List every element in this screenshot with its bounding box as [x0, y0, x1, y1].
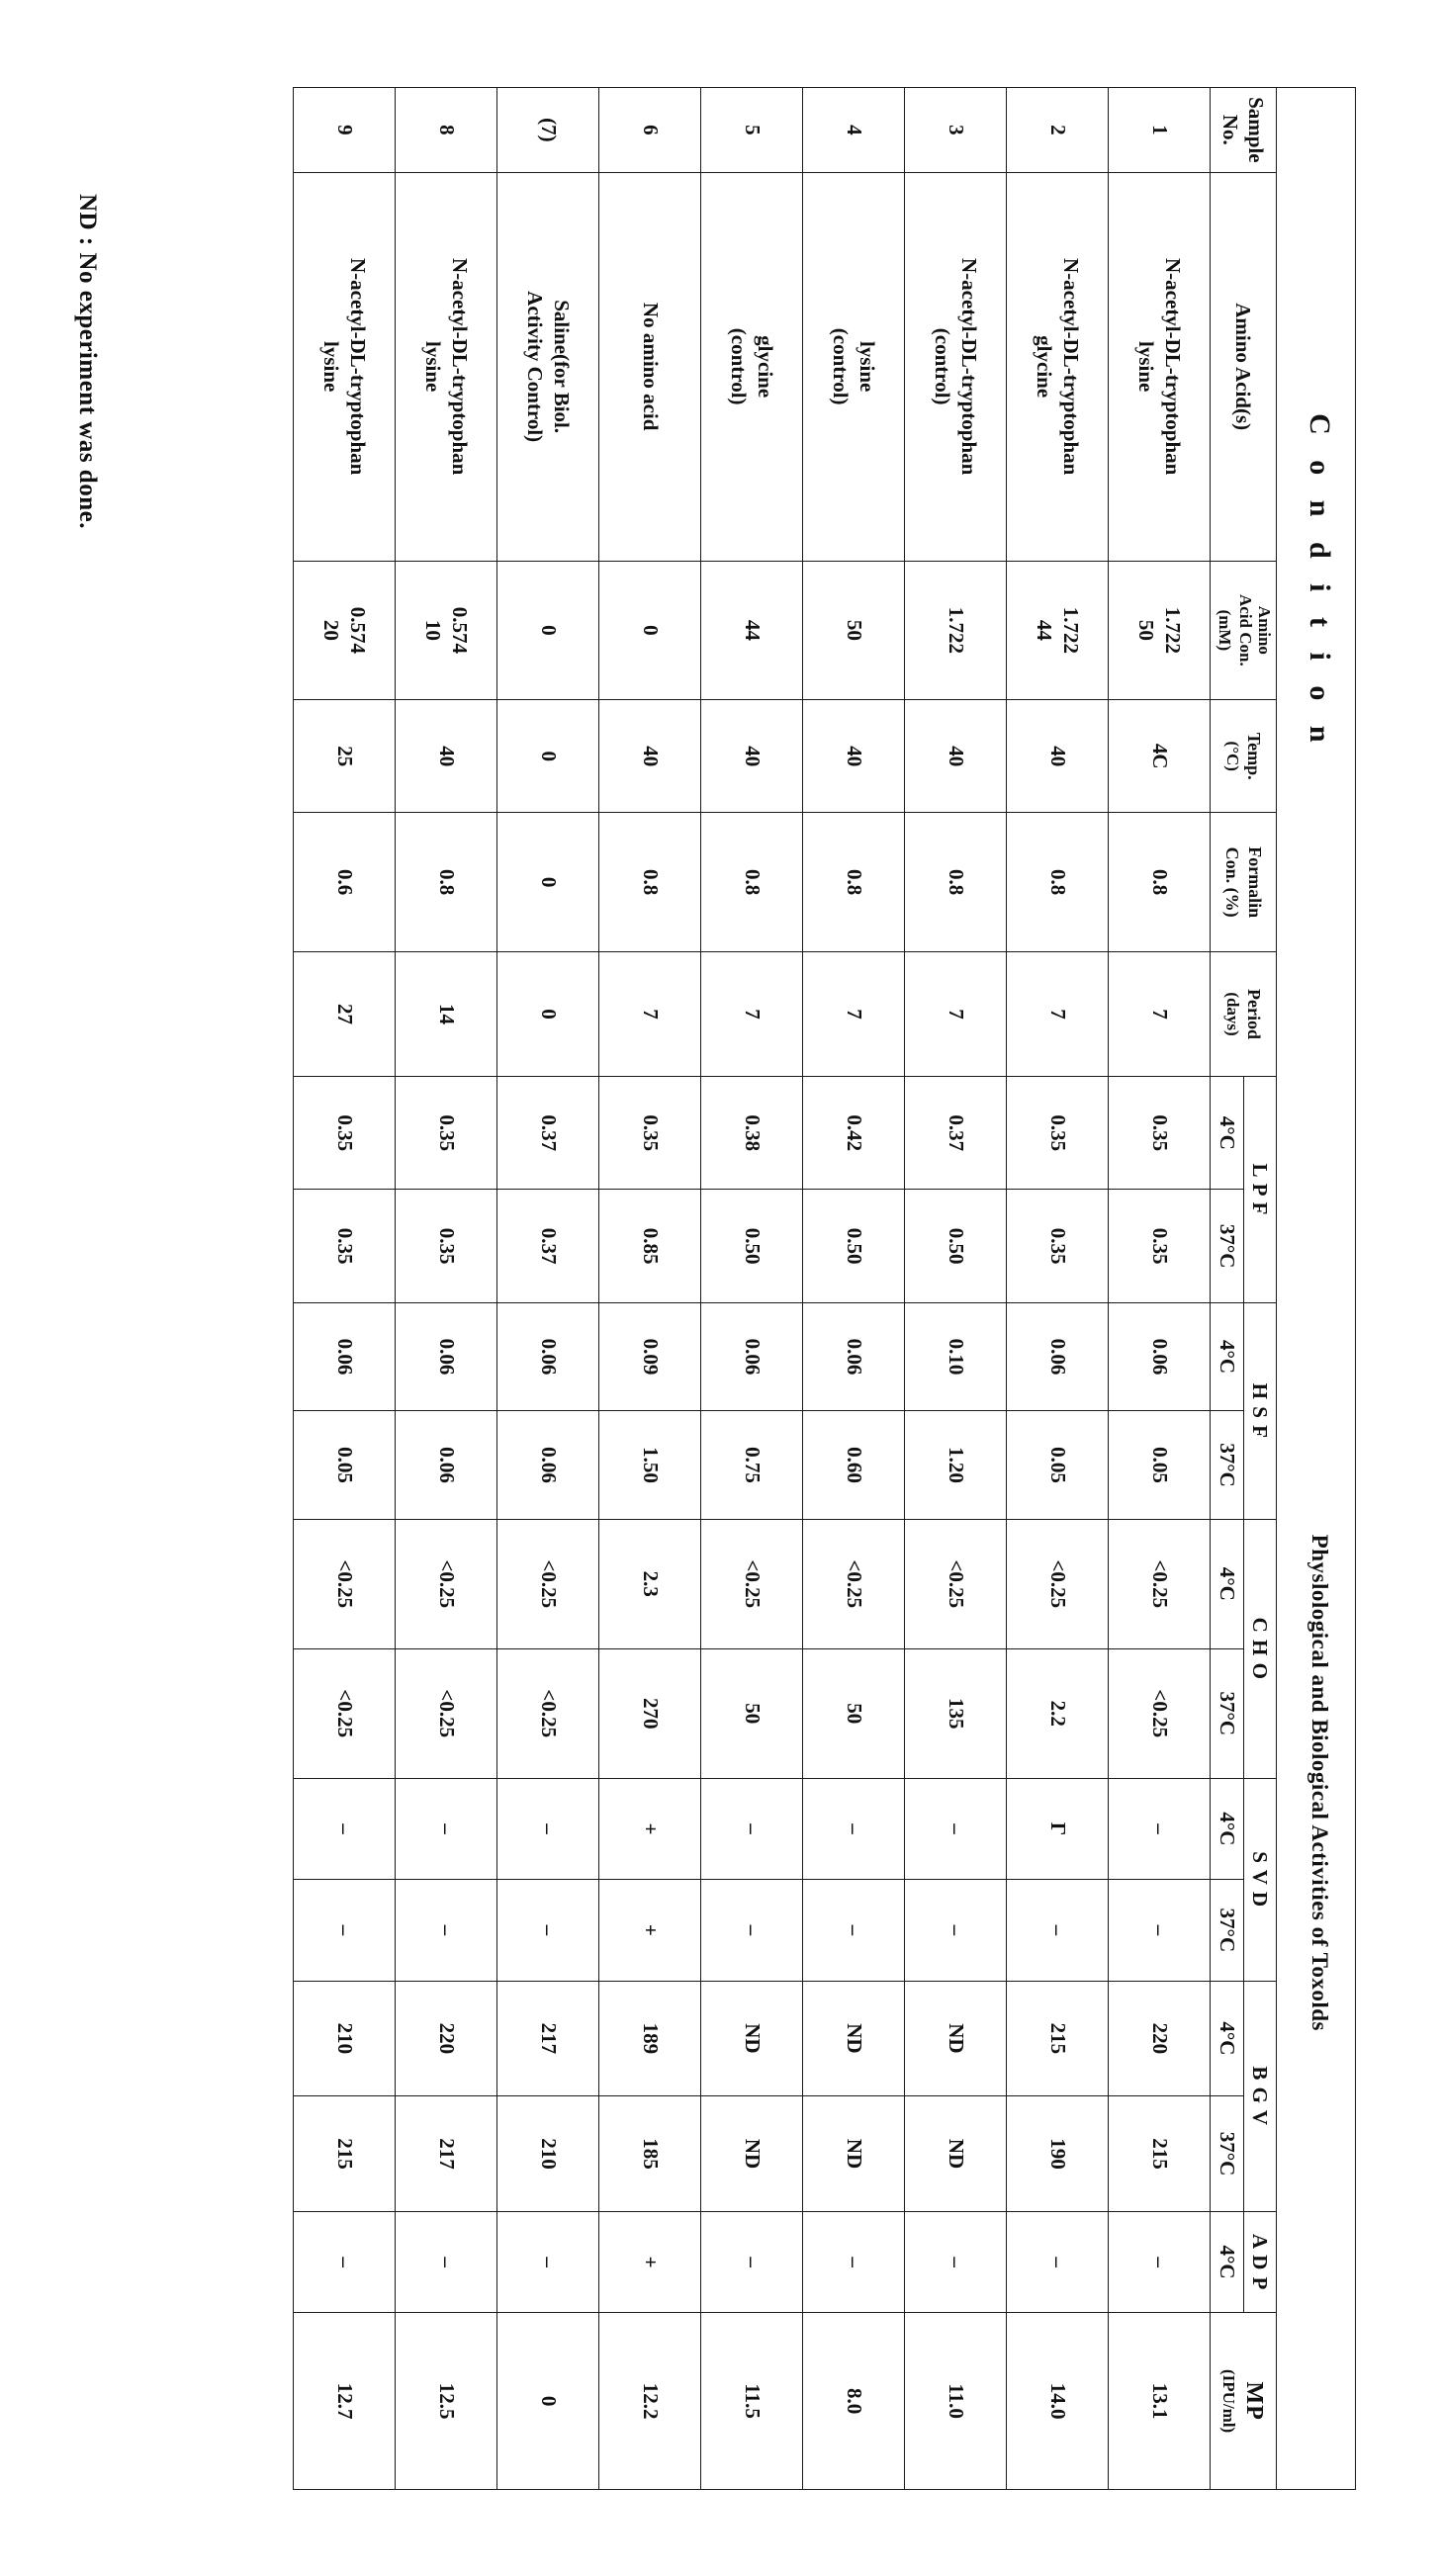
- cell-cho-4c: <0.25: [396, 1519, 497, 1648]
- table-row: [803, 88, 905, 2490]
- physiological-title: Physlological and Biological Activities of Toxolds: [1307, 1534, 1333, 2031]
- cell-adp-4c: –: [701, 2211, 803, 2312]
- header-svd-4c: 4°C: [1211, 1778, 1243, 1879]
- header-amino-conc: [1211, 561, 1277, 699]
- header-hsf: H S F: [1243, 1302, 1276, 1519]
- header-period-label: Period: [1244, 989, 1265, 1040]
- cell-temp: 40: [803, 700, 905, 813]
- cell-hsf-4c: 0.06: [701, 1302, 803, 1411]
- cell-cho-37c: <0.25: [1109, 1648, 1211, 1778]
- cell-sample-no: 6: [599, 88, 701, 173]
- cell-sample-no: 5: [701, 88, 803, 173]
- header-formalin: [1211, 813, 1277, 951]
- cell-bgv-4c: ND: [803, 1981, 905, 2096]
- cell-bgv-37c: ND: [905, 2096, 1007, 2212]
- cell-period: 7: [701, 951, 803, 1076]
- header-row-primary: [1243, 88, 1276, 2490]
- cell-hsf-4c: 0.06: [294, 1302, 396, 1411]
- cell-adp-4c: –: [294, 2211, 396, 2312]
- cell-svd-4c: –: [803, 1778, 905, 1879]
- cell-amino: N-acetyl-DL-tryptophan glycine: [1007, 172, 1109, 561]
- cell-lpf-37c: 0.85: [599, 1190, 701, 1302]
- cell-mp: 14.0: [1007, 2313, 1109, 2490]
- cell-sample-no: 9: [294, 88, 396, 173]
- cell-hsf-37c: 0.05: [1109, 1411, 1211, 1520]
- cell-adp-4c: –: [803, 2211, 905, 2312]
- cell-svd-37c: –: [294, 1880, 396, 1981]
- cell-period: 7: [905, 951, 1007, 1076]
- cell-bgv-37c: 190: [1007, 2096, 1109, 2212]
- cell-lpf-4c: 0.35: [396, 1077, 497, 1190]
- cell-cho-37c: 50: [701, 1648, 803, 1778]
- cell-adp-4c: –: [1109, 2211, 1211, 2312]
- cell-conc: 1.722: [905, 561, 1007, 699]
- cell-amino: N-acetyl-DL-tryptophan (control): [905, 172, 1007, 561]
- cell-lpf-4c: 0.42: [803, 1077, 905, 1190]
- cell-cho-37c: 50: [803, 1648, 905, 1778]
- cell-lpf-4c: 0.37: [497, 1077, 599, 1190]
- table-row: [294, 88, 396, 2490]
- cell-svd-37c: –: [905, 1880, 1007, 1981]
- header-cho-4c: 4°C: [1211, 1519, 1243, 1648]
- cell-lpf-4c: 0.35: [599, 1077, 701, 1190]
- cell-cho-37c: 2.2: [1007, 1648, 1109, 1778]
- cell-period: 7: [1109, 951, 1211, 1076]
- cell-svd-37c: –: [1109, 1880, 1211, 1981]
- cell-bgv-4c: 220: [1109, 1981, 1211, 2096]
- cell-formalin: 0.8: [396, 813, 497, 951]
- cell-amino: No amino acid: [599, 172, 701, 561]
- cell-formalin: 0.8: [701, 813, 803, 951]
- cell-conc: 1.722 44: [1007, 561, 1109, 699]
- cell-svd-4c: Γ: [1007, 1778, 1109, 1879]
- cell-sample-no: 3: [905, 88, 1007, 173]
- condition-title: C o n d i t i o n: [1303, 413, 1336, 752]
- cell-bgv-4c: ND: [905, 1981, 1007, 2096]
- cell-mp: 8.0: [803, 2313, 905, 2490]
- cell-bgv-4c: 217: [497, 1981, 599, 2096]
- cell-lpf-4c: 0.37: [905, 1077, 1007, 1190]
- cell-svd-37c: –: [497, 1880, 599, 1981]
- cell-lpf-37c: 0.35: [1109, 1190, 1211, 1302]
- header-mp-unit: (IPU/ml): [1218, 2369, 1238, 2434]
- cell-cho-37c: <0.25: [396, 1648, 497, 1778]
- cell-sample-no: 2: [1007, 88, 1109, 173]
- header-adp: A D P: [1243, 2211, 1276, 2312]
- cell-svd-4c: –: [701, 1778, 803, 1879]
- cell-mp: 12.7: [294, 2313, 396, 2490]
- cell-cho-4c: <0.25: [294, 1519, 396, 1648]
- cell-hsf-37c: 0.05: [294, 1411, 396, 1520]
- cell-cho-4c: 2.3: [599, 1519, 701, 1648]
- cell-svd-37c: –: [701, 1880, 803, 1981]
- cell-temp: 25: [294, 700, 396, 813]
- cell-amino: N-acetyl-DL-tryptophan lysine: [396, 172, 497, 561]
- cell-svd-4c: –: [294, 1778, 396, 1879]
- cell-bgv-37c: 215: [294, 2096, 396, 2212]
- cell-hsf-4c: 0.06: [1109, 1302, 1211, 1411]
- header-svd-37c: 37°C: [1211, 1880, 1243, 1981]
- cell-hsf-4c: 0.06: [497, 1302, 599, 1411]
- cell-lpf-4c: 0.35: [294, 1077, 396, 1190]
- cell-hsf-37c: 0.06: [396, 1411, 497, 1520]
- cell-lpf-37c: 0.35: [294, 1190, 396, 1302]
- cell-hsf-37c: 0.06: [497, 1411, 599, 1520]
- cell-bgv-4c: 189: [599, 1981, 701, 2096]
- cell-sample-no: 4: [803, 88, 905, 173]
- cell-temp: 40: [905, 700, 1007, 813]
- cell-cho-4c: <0.25: [497, 1519, 599, 1648]
- table-row: [1109, 88, 1211, 2490]
- cell-temp: 0: [497, 700, 599, 813]
- header-adp-4c: 4°C: [1211, 2211, 1243, 2312]
- cell-period: 27: [294, 951, 396, 1076]
- header-lpf-37c: 37°C: [1211, 1190, 1243, 1302]
- header-amino-conc-unit: (mM): [1216, 609, 1235, 652]
- header-formalin-label: Formalin: [1244, 846, 1265, 919]
- cell-cho-37c: 270: [599, 1648, 701, 1778]
- cell-temp: 40: [396, 700, 497, 813]
- cell-svd-37c: –: [396, 1880, 497, 1981]
- header-formalin-con: Con. (%): [1222, 846, 1243, 918]
- cell-cho-4c: <0.25: [803, 1519, 905, 1648]
- table-row: [599, 88, 701, 2490]
- cell-period: 14: [396, 951, 497, 1076]
- header-amino-conc-label: Amino Acid Con.: [1235, 594, 1274, 666]
- cell-conc: 0.574 10: [396, 561, 497, 699]
- cell-svd-37c: –: [1007, 1880, 1109, 1981]
- header-hsf-4c: 4°C: [1211, 1302, 1243, 1411]
- cell-sample-no: 1: [1109, 88, 1211, 173]
- cell-hsf-37c: 0.05: [1007, 1411, 1109, 1520]
- table-row: [905, 88, 1007, 2490]
- header-lpf-4c: 4°C: [1211, 1077, 1243, 1190]
- cell-adp-4c: –: [396, 2211, 497, 2312]
- cell-amino: lysine (control): [803, 172, 905, 561]
- cell-formalin: 0.8: [1109, 813, 1211, 951]
- cell-conc: 0: [599, 561, 701, 699]
- cell-conc: 50: [803, 561, 905, 699]
- cell-cho-4c: <0.25: [1007, 1519, 1109, 1648]
- cell-hsf-4c: 0.10: [905, 1302, 1007, 1411]
- header-period: [1211, 951, 1277, 1076]
- cell-mp: 13.1: [1109, 2313, 1211, 2490]
- cell-formalin: 0.8: [1007, 813, 1109, 951]
- cell-conc: 0: [497, 561, 599, 699]
- cell-mp: 0: [497, 2313, 599, 2490]
- header-svd: S V D: [1243, 1778, 1276, 1981]
- header-hsf-37c: 37°C: [1211, 1411, 1243, 1520]
- cell-bgv-4c: ND: [701, 1981, 803, 2096]
- cell-bgv-4c: 210: [294, 1981, 396, 2096]
- header-bgv: B G V: [1243, 1981, 1276, 2211]
- cell-svd-4c: –: [1109, 1778, 1211, 1879]
- cell-conc: 44: [701, 561, 803, 699]
- cell-period: 7: [1007, 951, 1109, 1076]
- cell-temp: 40: [599, 700, 701, 813]
- cell-bgv-37c: ND: [803, 2096, 905, 2212]
- cell-lpf-4c: 0.35: [1109, 1077, 1211, 1190]
- cell-svd-37c: –: [803, 1880, 905, 1981]
- header-lpf: L P F: [1243, 1077, 1276, 1303]
- cell-formalin: 0.8: [905, 813, 1007, 951]
- cell-hsf-37c: 0.60: [803, 1411, 905, 1520]
- header-mp-label: MP: [1240, 2381, 1267, 2421]
- cell-lpf-37c: 0.50: [701, 1190, 803, 1302]
- header-cho: C H O: [1243, 1519, 1276, 1778]
- cell-bgv-37c: 210: [497, 2096, 599, 2212]
- cell-hsf-37c: 1.50: [599, 1411, 701, 1520]
- cell-conc: 0.574 20: [294, 561, 396, 699]
- cell-adp-4c: –: [1007, 2211, 1109, 2312]
- cell-mp: 12.2: [599, 2313, 701, 2490]
- cell-period: 0: [497, 951, 599, 1076]
- header-temp-label: Temp.: [1244, 732, 1265, 780]
- cell-cho-37c: <0.25: [497, 1648, 599, 1778]
- table-row: [497, 88, 599, 2490]
- table-row: [701, 88, 803, 2490]
- cell-sample-no: 8: [396, 88, 497, 173]
- cell-lpf-37c: 0.50: [905, 1190, 1007, 1302]
- cell-cho-37c: 135: [905, 1648, 1007, 1778]
- header-cho-37c: 37°C: [1211, 1648, 1243, 1778]
- cell-adp-4c: –: [905, 2211, 1007, 2312]
- cell-lpf-37c: 0.35: [396, 1190, 497, 1302]
- cell-lpf-37c: 0.37: [497, 1190, 599, 1302]
- cell-mp: 11.0: [905, 2313, 1007, 2490]
- footnote-nd: ND : No experiment was done.: [74, 194, 101, 529]
- cell-svd-4c: –: [905, 1778, 1007, 1879]
- cell-lpf-37c: 0.35: [1007, 1190, 1109, 1302]
- cell-bgv-4c: 215: [1007, 1981, 1109, 2096]
- cell-hsf-4c: 0.06: [803, 1302, 905, 1411]
- cell-period: 7: [599, 951, 701, 1076]
- cell-svd-4c: –: [497, 1778, 599, 1879]
- cell-temp: 40: [701, 700, 803, 813]
- toxoid-results-table: [294, 87, 1357, 2490]
- header-temp: [1211, 700, 1277, 813]
- cell-mp: 12.5: [396, 2313, 497, 2490]
- cell-formalin: 0: [497, 813, 599, 951]
- cell-svd-4c: +: [599, 1778, 701, 1879]
- header-mp: [1211, 2313, 1277, 2490]
- cell-period: 7: [803, 951, 905, 1076]
- cell-amino: Saline(for Biol. Activity Control): [497, 172, 599, 561]
- header-sample-no: Sample No.: [1211, 88, 1277, 173]
- cell-mp: 11.5: [701, 2313, 803, 2490]
- cell-hsf-4c: 0.09: [599, 1302, 701, 1411]
- cell-hsf-37c: 0.75: [701, 1411, 803, 1520]
- cell-amino: N-acetyl-DL-tryptophan lysine: [1109, 172, 1211, 561]
- cell-sample-no: (7): [497, 88, 599, 173]
- header-amino-acids: Amino Acid(s): [1211, 172, 1277, 561]
- cell-amino: N-acetyl-DL-tryptophan lysine: [294, 172, 396, 561]
- cell-bgv-37c: ND: [701, 2096, 803, 2212]
- header-temp-unit: (°C): [1222, 741, 1242, 771]
- table-row: [396, 88, 497, 2490]
- cell-amino: glycine (control): [701, 172, 803, 561]
- cell-cho-37c: <0.25: [294, 1648, 396, 1778]
- cell-bgv-37c: 215: [1109, 2096, 1211, 2212]
- cell-hsf-4c: 0.06: [396, 1302, 497, 1411]
- cell-temp: 4C: [1109, 700, 1211, 813]
- cell-lpf-37c: 0.50: [803, 1190, 905, 1302]
- cell-adp-4c: +: [599, 2211, 701, 2312]
- cell-conc: 1.722 50: [1109, 561, 1211, 699]
- cell-bgv-37c: 185: [599, 2096, 701, 2212]
- cell-hsf-4c: 0.06: [1007, 1302, 1109, 1411]
- cell-cho-4c: <0.25: [701, 1519, 803, 1648]
- table-banner-row: [1277, 88, 1356, 2490]
- cell-lpf-4c: 0.35: [1007, 1077, 1109, 1190]
- table-row: [1007, 88, 1109, 2490]
- cell-formalin: 0.8: [803, 813, 905, 951]
- cell-lpf-4c: 0.38: [701, 1077, 803, 1190]
- cell-formalin: 0.8: [599, 813, 701, 951]
- cell-cho-4c: <0.25: [905, 1519, 1007, 1648]
- cell-cho-4c: <0.25: [1109, 1519, 1211, 1648]
- cell-svd-37c: +: [599, 1880, 701, 1981]
- cell-bgv-4c: 220: [396, 1981, 497, 2096]
- cell-formalin: 0.6: [294, 813, 396, 951]
- cell-adp-4c: –: [497, 2211, 599, 2312]
- cell-bgv-37c: 217: [396, 2096, 497, 2212]
- header-period-unit: (days): [1222, 992, 1242, 1036]
- cell-hsf-37c: 1.20: [905, 1411, 1007, 1520]
- header-bgv-4c: 4°C: [1211, 1981, 1243, 2096]
- cell-svd-4c: –: [396, 1778, 497, 1879]
- cell-temp: 40: [1007, 700, 1109, 813]
- header-bgv-37c: 37°C: [1211, 2096, 1243, 2212]
